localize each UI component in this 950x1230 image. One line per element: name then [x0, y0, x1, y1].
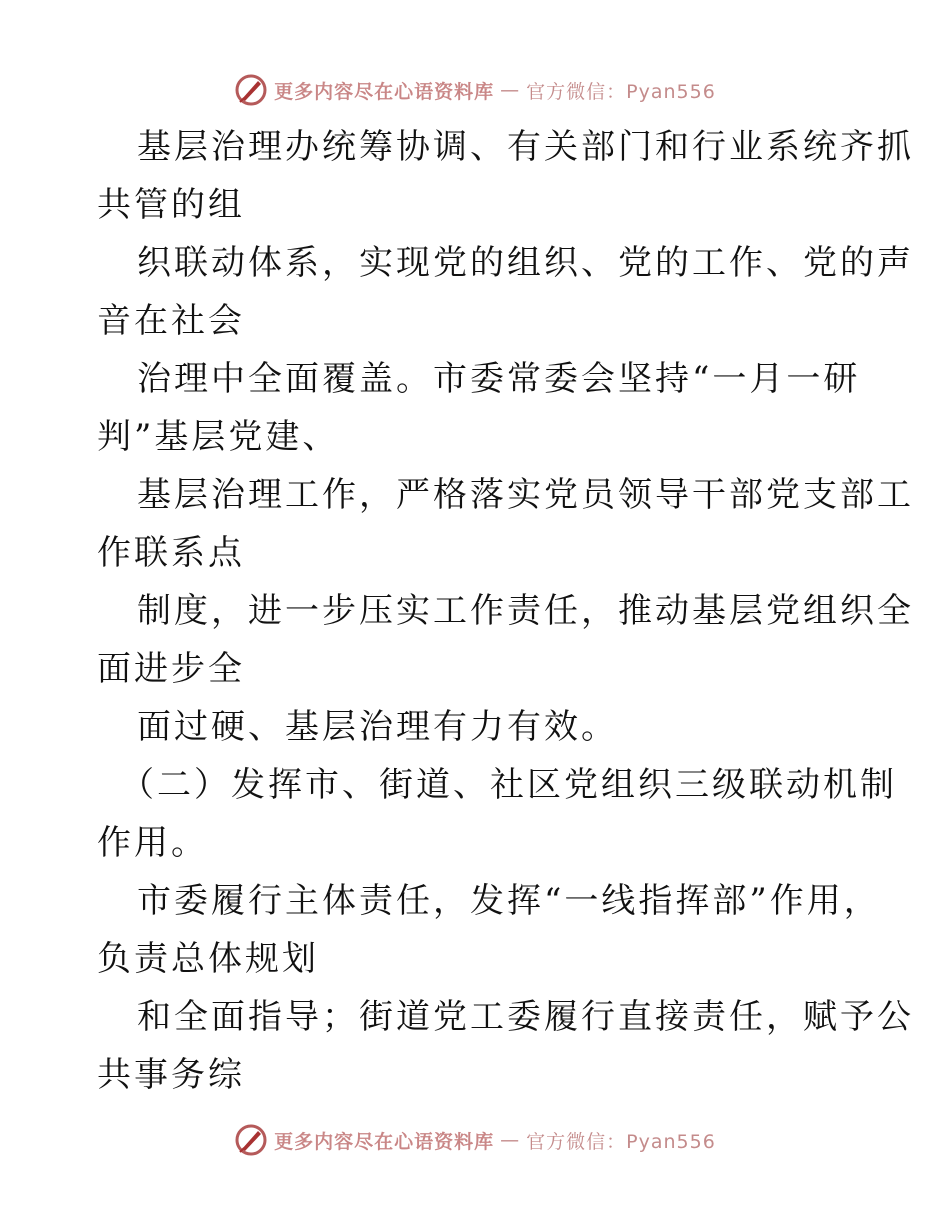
body-line-12: （二）发挥市、街道、社区党组织三级联动机制	[120, 765, 897, 805]
body-line-4: 音在社会	[97, 301, 245, 341]
body-line-14: 市委履行主体责任，发挥“一线指挥部”作用，	[137, 881, 881, 921]
body-line-3: 织联动体系，实现党的组织、党的工作、党的声	[137, 243, 914, 283]
watermark-contact-text: 官方微信：Pyan556	[526, 80, 716, 103]
quill-pen-logo-icon	[234, 73, 268, 107]
watermark-dash: —	[500, 1129, 521, 1151]
body-line-17: 共事务综	[97, 1055, 245, 1095]
body-line-9: 制度，进一步压实工作责任，推动基层党组织全	[137, 591, 914, 631]
body-line-2: 共管的组	[97, 185, 245, 225]
body-line-16: 和全面指导；街道党工委履行直接责任，赋予公	[137, 997, 914, 1037]
body-line-7: 基层治理工作，严格落实党员领导干部党支部工	[137, 475, 914, 515]
watermark-site-text: 更多内容尽在心语资料库	[274, 1130, 495, 1153]
body-line-5: 治理中全面覆盖。市委常委会坚持“一月一研	[137, 359, 861, 399]
body-line-11: 面过硬、基层治理有力有效。	[137, 707, 618, 747]
watermark-site-text: 更多内容尽在心语资料库	[274, 80, 495, 103]
footer-watermark	[0, 1120, 950, 1160]
body-line-13: 作用。	[97, 823, 208, 863]
body-line-6: 判”基层党建、	[97, 417, 340, 457]
body-line-15: 负责总体规划	[97, 939, 319, 979]
quill-pen-logo-icon	[234, 1123, 268, 1157]
watermark-contact-text: 官方微信：Pyan556	[526, 1130, 716, 1153]
body-line-10: 面进步全	[97, 649, 245, 689]
header-watermark	[0, 70, 950, 110]
body-line-1: 基层治理办统筹协调、有关部门和行业系统齐抓	[137, 127, 914, 167]
watermark-dash: —	[500, 79, 521, 101]
body-line-8: 作联系点	[97, 533, 245, 573]
